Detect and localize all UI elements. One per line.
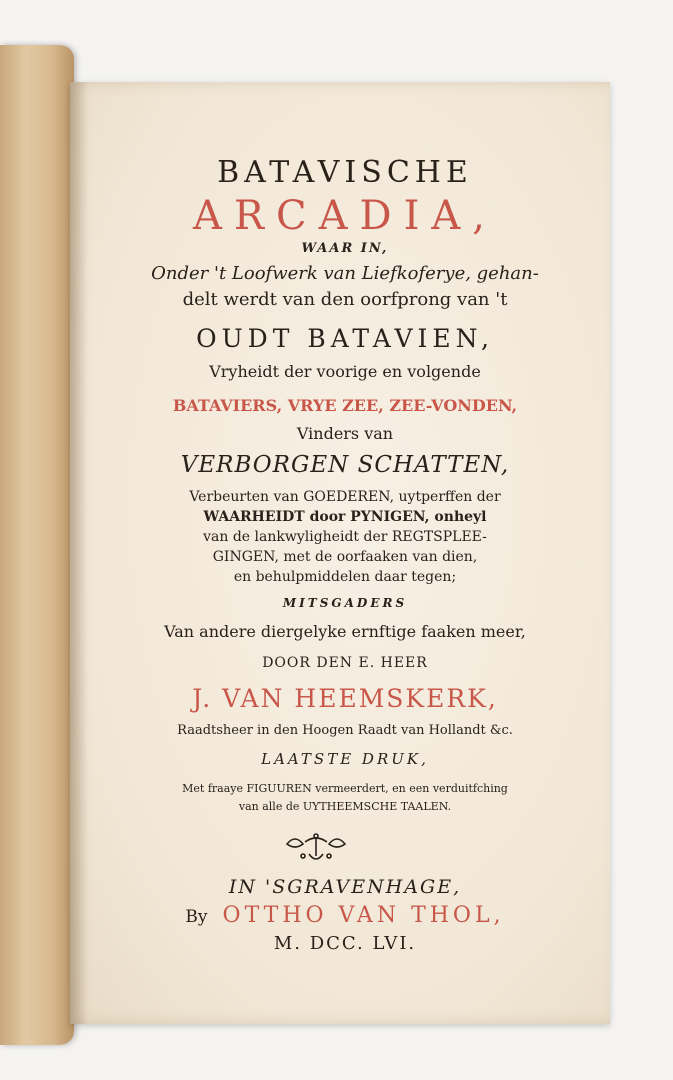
title-line-13: van de lankwyligheidt der REGTSPLEE-: [203, 529, 487, 545]
title-line-18: DOOR DEN E. HEER: [262, 655, 428, 671]
title-line-3: WAAR IN,: [301, 241, 389, 256]
title-line-12: WAARHEIDT door PYNIGEN, onheyl: [203, 509, 487, 525]
title-line-1: BATAVISCHE: [217, 155, 473, 190]
imprint-year: M. DCC. LVI.: [273, 933, 417, 954]
title-line-8: BATAVIERS, VRYE ZEE, ZEE-VONDEN,: [172, 396, 518, 415]
imprint-publisher-line: [100, 905, 590, 927]
title-line-20: Raadtsheer in den Hoogen Raadt van Hollandt &c.: [177, 723, 513, 738]
title-line-11: Verbeurten van GOEDEREN, uytperffen der: [189, 489, 501, 505]
fleuron-ornament: [283, 832, 349, 866]
title-line-17: Van andere diergelyke ernftige faaken meer,: [164, 622, 526, 641]
imprint-by: By: [185, 907, 208, 927]
title-line-6: OUDT BATAVIEN,: [196, 324, 494, 353]
title-line-14: GINGEN, met de oorfaaken van dien,: [212, 549, 478, 565]
title-line-15: en behulpmiddelen daar tegen;: [233, 569, 457, 585]
title-line-19: J. VAN HEEMSKERK,: [192, 684, 498, 713]
imprint-place: IN 'SGRAVENHAGE,: [228, 876, 462, 898]
title-line-22: Met fraaye FIGUUREN vermeerdert, en een verduitfching: [182, 782, 508, 795]
title-line-2: ARCADIA,: [193, 193, 497, 239]
title-line-5: delt werdt van den oorfprong van 't: [182, 289, 508, 310]
title-line-23: van alle de UYTHEEMSCHE TAALEN.: [238, 800, 452, 813]
book-cover-edge: [0, 45, 74, 1045]
imprint-publisher: OTTHO VAN THOL,: [222, 903, 505, 928]
title-line-16: MITSGADERS: [282, 596, 408, 610]
title-line-10: VERBORGEN SCHATTEN,: [180, 452, 510, 478]
gutter-shadow: [70, 82, 88, 1024]
title-line-21: LAATSTE DRUK,: [261, 750, 429, 768]
title-line-9: Vinders van: [296, 424, 394, 443]
title-line-4: Onder 't Loofwerk van Liefkoferye, gehan-: [151, 263, 539, 284]
title-line-7: Vryheidt der voorige en volgende: [209, 362, 481, 381]
